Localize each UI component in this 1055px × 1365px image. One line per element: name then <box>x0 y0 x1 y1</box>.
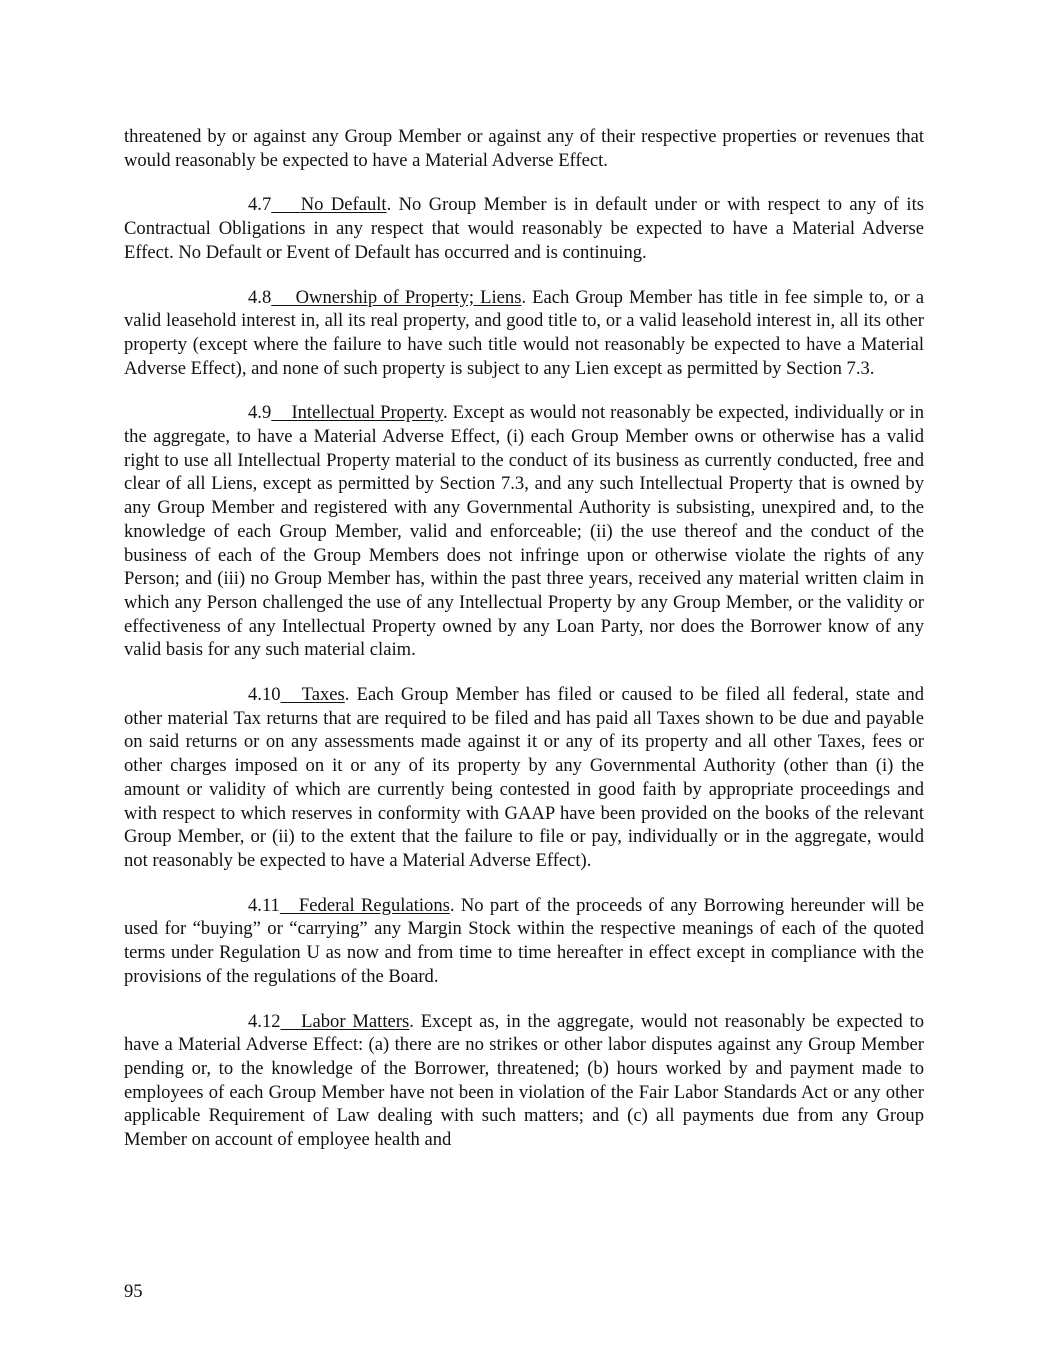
section-4-10 <box>124 683 924 873</box>
section-heading: Labor Matters <box>301 1010 410 1032</box>
section-body: . No Group Member is in default under or with respect to any of its Contractual Obligations in any respect that would reasonably be expected to have a Material Adverse Effect. No Default or Event of Default has occurred and is continuing. <box>124 194 925 263</box>
section-gap <box>271 402 291 423</box>
section-heading: Ownership of Property; Liens <box>295 286 522 308</box>
section-gap <box>271 194 300 215</box>
section-gap <box>280 895 299 916</box>
section-heading: Intellectual Property <box>291 402 443 424</box>
section-body: . Except as, in the aggregate, would not reasonably be expected to have a Material Adverse Effect: (a) there are no strikes or other labor disputes against any Group Member pending or, to the knowledge of the Borrower, threatened; (b) hours worked by and payment made to employees of each Group Member have not been in violation of the Fair Labor Standards Act or any other applicable Requirement of Law dealing with such matters; and (c) all payments due from any Group Member on account of employee health and <box>124 1010 924 1151</box>
section-gap <box>271 287 295 308</box>
section-body: . Each Group Member has title in fee simple to, or a valid leasehold interest in, all its real property, and good title to, or a valid leasehold interest in, all its other property (except where the failure to have such title would not reasonably be expected to have a Material Adverse Effect), and none of such property is subject to any Lien except as permitted by Section 7.3. <box>124 286 924 379</box>
section-4-7 <box>124 193 924 264</box>
section-number: 4.8 <box>248 286 272 308</box>
section-heading: Federal Regulations <box>298 894 450 916</box>
section-number: 4.11 <box>248 894 280 916</box>
continuation-paragraph: threatened by or against any Group Member or against any of their respective properties or revenues that would reasonably be expected to have a Material Adverse Effect. <box>124 126 924 171</box>
section-body: . No part of the proceeds of any Borrowing hereunder will be used for “buying” or “carrying” any Margin Stock within the respective meanings of each of the quoted terms under Regulation U as now and from time to time hereafter in effect except in compliance with the provisions of the regulations of the Board. <box>124 894 924 987</box>
section-gap <box>281 684 302 705</box>
section-number: 4.7 <box>248 194 272 216</box>
section-gap <box>281 1011 302 1032</box>
section-number: 4.10 <box>248 684 281 706</box>
section-number: 4.9 <box>248 402 272 424</box>
section-body: . Except as would not reasonably be expected, individually or in the aggregate, to have a Material Adverse Effect, (i) each Group Member owns or otherwise has a valid right to use all Intellectual Property material to the conduct of its business as currently conducted, free and clear of all Liens, except as permitted by Section 7.3, and any such Intellectual Property that is owned by any Group Member and registered with any Governmental Authority is subsisting, unexpired and, to the knowledge of each Group Member, valid and enforceable; (ii) the use thereof and the conduct of the business of each of the Group Members does not infringe upon or otherwise violate the rights of any Person; and (iii) no Group Member has, within the past three years, received any material written claim in which any Person challenged the use of any Intellectual Property by any Group Member, or the validity or effectiveness of any Intellectual Property owned by any Loan Party, nor does the Borrower know of any valid basis for any such material claim. <box>124 402 924 661</box>
page-number: 95 <box>124 1281 143 1302</box>
section-heading: Taxes <box>301 684 345 706</box>
section-body: . Each Group Member has filed or caused to be filed all federal, state and other material Tax returns that are required to be filed and has paid all Taxes shown to be due and payable on said returns or on any assessments made against it or any of its property and all other Taxes, fees or other charges imposed on it or any of its property by any Governmental Authority (other than (i) the amount or validity of which are currently being contested in good faith by appropriate proceedings and with respect to which reserves in conformity with GAAP have been provided on the books of the relevant Group Member, or (ii) to the extent that the failure to file or pay, individually or in the aggregate, would not reasonably be expected to have a Material Adverse Effect). <box>124 684 924 871</box>
section-number: 4.12 <box>248 1010 281 1032</box>
document-page <box>124 125 924 1173</box>
section-4-8 <box>124 286 924 381</box>
section-heading: No Default <box>300 194 387 216</box>
section-4-9 <box>124 401 924 662</box>
section-4-11 <box>124 894 924 989</box>
section-4-12 <box>124 1010 924 1152</box>
